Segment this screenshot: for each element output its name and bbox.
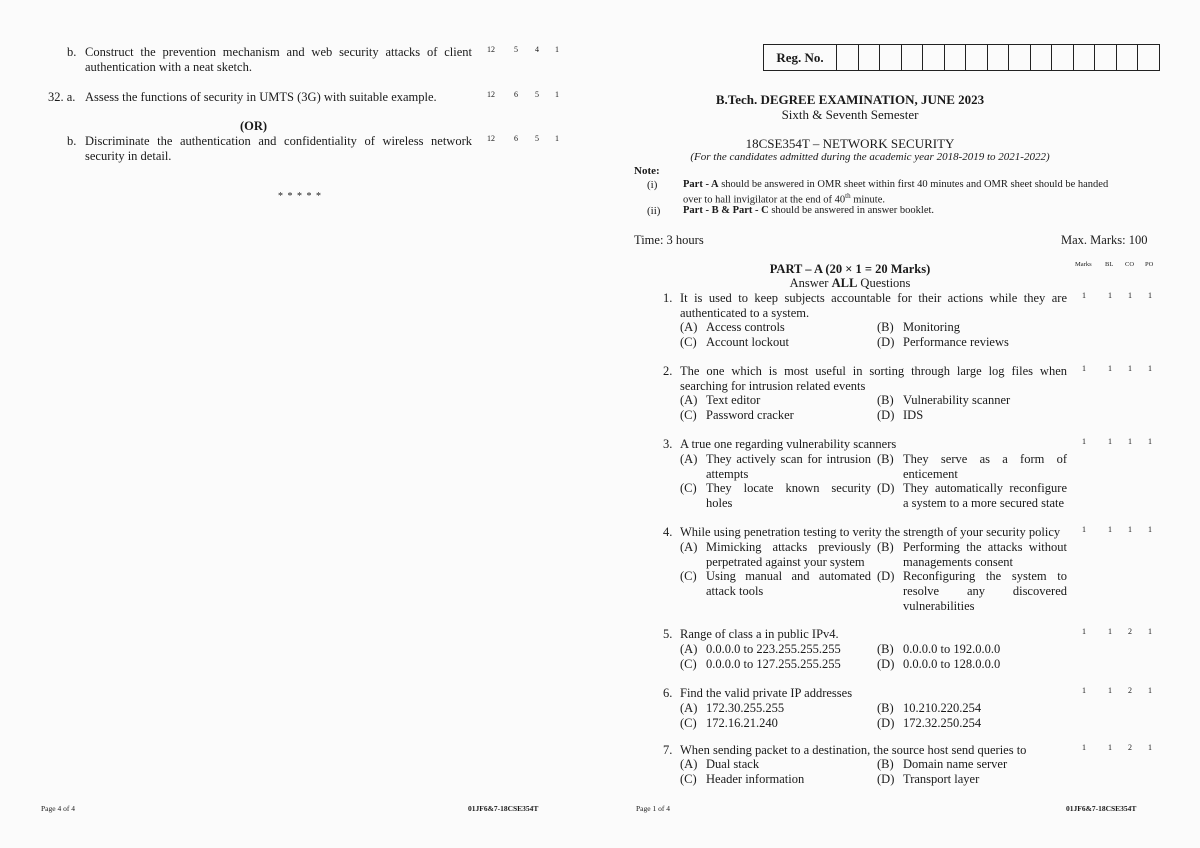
option-letter: (D) bbox=[877, 716, 895, 730]
option-letter: (B) bbox=[877, 757, 894, 771]
option-letter: (D) bbox=[877, 481, 895, 495]
option-text-cont: a system to a more secured state bbox=[903, 496, 1065, 510]
q32b-label: b. bbox=[67, 134, 77, 148]
option-letter: (B) bbox=[877, 452, 894, 466]
q-text-line: authenticated to a system. bbox=[680, 306, 810, 320]
option-text: They serve as a form of bbox=[903, 452, 1067, 466]
po-value: 1 bbox=[555, 45, 559, 54]
reg-cell bbox=[1052, 45, 1074, 70]
option-letter: (A) bbox=[680, 642, 698, 656]
mark-value: 1 bbox=[1082, 437, 1086, 446]
note2-bold: Part - B & Part - C bbox=[683, 205, 769, 216]
option-text: 0.0.0.0 to 128.0.0.0 bbox=[903, 657, 1001, 671]
co-value: 2 bbox=[1128, 743, 1132, 752]
q32b-line1: Discriminate the authentication and confidentiality of wireless network bbox=[85, 134, 472, 148]
part-title: PART – A (20 × 1 = 20 Marks) bbox=[769, 262, 931, 276]
mark-value: 1 bbox=[1082, 525, 1086, 534]
option-text: They actively scan for intrusion bbox=[706, 452, 871, 466]
bl-value: 1 bbox=[1108, 743, 1112, 752]
q-text-line: It is used to keep subjects accountable for their actions while they are bbox=[680, 291, 1067, 305]
admitted-note: (For the candidates admitted during the academic year 2018-2019 to 2021-2022) bbox=[690, 151, 1050, 163]
option-text: 172.32.250.254 bbox=[903, 716, 982, 730]
reg-cell bbox=[988, 45, 1010, 70]
time-label: Time: 3 hours bbox=[634, 233, 704, 247]
q-number: 6. bbox=[663, 686, 673, 700]
q31b-label: b. bbox=[67, 45, 77, 59]
mark-value: 1 bbox=[1082, 686, 1086, 695]
option-letter: (C) bbox=[680, 772, 697, 786]
option-letter: (A) bbox=[680, 757, 698, 771]
or-divider: (OR) bbox=[240, 119, 268, 133]
option-text: Reconfiguring the system to bbox=[903, 569, 1067, 583]
co-value: 1 bbox=[1128, 291, 1132, 300]
answer-all bbox=[700, 276, 1000, 291]
note1-line2-text: over to hall invigilator at the end of 40 bbox=[683, 194, 846, 206]
q32a-line1: Assess the functions of security in UMTS (3G) with suitable example. bbox=[85, 90, 437, 104]
note1-num: (i) bbox=[647, 179, 658, 191]
option-text-cont: holes bbox=[706, 496, 733, 510]
q32a-label: 32. a. bbox=[48, 90, 76, 104]
option-letter: (B) bbox=[877, 642, 894, 656]
note-label: Note: bbox=[634, 165, 660, 177]
option-text: IDS bbox=[903, 408, 924, 422]
reg-cell bbox=[1138, 45, 1159, 70]
q-number: 2. bbox=[663, 364, 673, 378]
answer-all-post: Questions bbox=[860, 276, 911, 290]
footer-page-left: Page 4 of 4 bbox=[41, 804, 75, 813]
q-text-line: searching for intrusion related events bbox=[680, 379, 866, 393]
course-title: 18CSE354T – NETWORK SECURITY bbox=[745, 136, 955, 151]
reg-no-box bbox=[763, 44, 1160, 71]
col-header-marks: Marks bbox=[1075, 261, 1092, 268]
bl-value: 6 bbox=[514, 134, 518, 143]
option-letter: (D) bbox=[877, 657, 895, 671]
po-value: 1 bbox=[555, 90, 559, 99]
col-header-po: PO bbox=[1145, 261, 1154, 268]
reg-cell bbox=[1031, 45, 1053, 70]
option-text: Account lockout bbox=[706, 335, 789, 349]
note2 bbox=[683, 205, 934, 216]
option-text: 10.210.220.254 bbox=[903, 701, 982, 715]
bl-value: 1 bbox=[1108, 686, 1112, 695]
note2-num: (ii) bbox=[647, 205, 661, 217]
q-text-line: The one which is most useful in sorting through large log files when bbox=[680, 364, 1067, 378]
note1-bold: Part - A bbox=[683, 179, 719, 190]
note1-sup: th bbox=[845, 192, 851, 200]
co-value: 1 bbox=[1128, 525, 1132, 534]
reg-cell bbox=[837, 45, 859, 70]
answer-all-bold: ALL bbox=[831, 276, 858, 290]
mark-value: 1 bbox=[1082, 291, 1086, 300]
co-value: 4 bbox=[535, 45, 539, 54]
option-text: Header information bbox=[706, 772, 805, 786]
reg-cell bbox=[880, 45, 902, 70]
option-letter: (C) bbox=[680, 335, 697, 349]
option-letter: (A) bbox=[680, 701, 698, 715]
bl-value: 1 bbox=[1108, 364, 1112, 373]
option-letter: (D) bbox=[877, 569, 895, 583]
option-text: They automatically reconfigure bbox=[903, 481, 1067, 495]
option-text-cont: enticement bbox=[903, 467, 958, 481]
option-letter: (C) bbox=[680, 408, 697, 422]
mark-value: 1 bbox=[1082, 364, 1086, 373]
option-text: Mimicking attacks previously bbox=[706, 540, 871, 554]
po-value: 1 bbox=[1148, 743, 1152, 752]
option-text: 0.0.0.0 to 192.0.0.0 bbox=[903, 642, 1001, 656]
option-text-cont: attempts bbox=[706, 467, 749, 481]
q-text-line: Find the valid private IP addresses bbox=[680, 686, 853, 700]
co-value: 5 bbox=[535, 90, 539, 99]
option-text: Text editor bbox=[706, 393, 761, 407]
co-value: 1 bbox=[1128, 437, 1132, 446]
mark-value: 1 bbox=[1082, 627, 1086, 636]
option-letter: (B) bbox=[877, 540, 894, 554]
reg-cell bbox=[1009, 45, 1031, 70]
option-text: 172.16.21.240 bbox=[706, 716, 778, 730]
option-letter: (B) bbox=[877, 320, 894, 334]
co-value: 1 bbox=[1128, 364, 1132, 373]
po-value: 1 bbox=[1148, 627, 1152, 636]
q-number: 5. bbox=[663, 627, 673, 641]
po-value: 1 bbox=[555, 134, 559, 143]
option-text: They locate known security bbox=[706, 481, 871, 495]
reg-cell bbox=[945, 45, 967, 70]
note1 bbox=[683, 179, 1108, 190]
exam-title: B.Tech. DEGREE EXAMINATION, JUNE 2023 bbox=[715, 92, 985, 107]
option-text-cont: managements consent bbox=[903, 555, 1014, 569]
note1-text: should be answered in OMR sheet within first 40 minutes and OMR sheet should be handed bbox=[721, 179, 1109, 190]
option-letter: (C) bbox=[680, 657, 697, 671]
semester: Sixth & Seventh Semester bbox=[781, 107, 919, 122]
reg-cell bbox=[966, 45, 988, 70]
option-text-cont: attack tools bbox=[706, 584, 764, 598]
answer-all-pre: Answer bbox=[789, 276, 829, 290]
mark-value: 12 bbox=[487, 45, 495, 54]
mark-value: 12 bbox=[487, 90, 495, 99]
reg-cell bbox=[1074, 45, 1096, 70]
po-value: 1 bbox=[1148, 364, 1152, 373]
option-text: Performance reviews bbox=[903, 335, 1009, 349]
co-value: 2 bbox=[1128, 627, 1132, 636]
end-stars: * * * * * bbox=[278, 191, 322, 202]
option-letter: (B) bbox=[877, 393, 894, 407]
option-letter: (D) bbox=[877, 335, 895, 349]
footer-code-right: 01JF6&7-18CSE354T bbox=[1066, 804, 1137, 813]
option-letter: (A) bbox=[680, 393, 698, 407]
q32b-line2: security in detail. bbox=[85, 149, 172, 163]
option-text: Using manual and automated bbox=[706, 569, 871, 583]
mark-value: 12 bbox=[487, 134, 495, 143]
q31b-line2: authentication with a neat sketch. bbox=[85, 60, 252, 74]
bl-value: 1 bbox=[1108, 627, 1112, 636]
po-value: 1 bbox=[1148, 437, 1152, 446]
bl-value: 1 bbox=[1108, 525, 1112, 534]
q-number: 7. bbox=[663, 743, 673, 757]
po-value: 1 bbox=[1148, 525, 1152, 534]
option-text: Vulnerability scanner bbox=[903, 393, 1011, 407]
reg-no-label: Reg. No. bbox=[764, 45, 837, 70]
option-text: Monitoring bbox=[903, 320, 960, 334]
col-header-bl: BL bbox=[1105, 261, 1114, 268]
po-value: 1 bbox=[1148, 686, 1152, 695]
reg-cell bbox=[1117, 45, 1139, 70]
co-value: 2 bbox=[1128, 686, 1132, 695]
q-text-line: A true one regarding vulnerability scanners bbox=[680, 437, 897, 451]
option-letter: (A) bbox=[680, 452, 698, 466]
max-marks: Max. Marks: 100 bbox=[1061, 233, 1148, 247]
option-text: Password cracker bbox=[706, 408, 794, 422]
reg-cell bbox=[859, 45, 881, 70]
option-text: Access controls bbox=[706, 320, 785, 334]
q-number: 1. bbox=[663, 291, 673, 305]
option-text: Transport layer bbox=[903, 772, 980, 786]
reg-cell bbox=[923, 45, 945, 70]
bl-value: 6 bbox=[514, 90, 518, 99]
option-letter: (C) bbox=[680, 716, 697, 730]
note1-end: minute. bbox=[853, 194, 885, 206]
q-text-line: When sending packet to a destination, the source host send queries to bbox=[680, 743, 1027, 757]
option-text-cont: perpetrated against your system bbox=[706, 555, 865, 569]
footer-code-left: 01JF6&7-18CSE354T bbox=[468, 804, 539, 813]
option-letter: (D) bbox=[877, 772, 895, 786]
q-number: 3. bbox=[663, 437, 673, 451]
q31b-line1: Construct the prevention mechanism and web security attacks of client bbox=[85, 45, 472, 59]
q-number: 4. bbox=[663, 525, 673, 539]
option-letter: (A) bbox=[680, 320, 698, 334]
option-letter: (C) bbox=[680, 569, 697, 583]
co-value: 5 bbox=[535, 134, 539, 143]
option-letter: (A) bbox=[680, 540, 698, 554]
bl-value: 1 bbox=[1108, 291, 1112, 300]
option-text: 172.30.255.255 bbox=[706, 701, 785, 715]
footer-page-right: Page 1 of 4 bbox=[636, 804, 670, 813]
option-text: Performing the attacks without bbox=[903, 540, 1067, 554]
option-text: 0.0.0.0 to 127.255.255.255 bbox=[706, 657, 841, 671]
po-value: 1 bbox=[1148, 291, 1152, 300]
option-text: 0.0.0.0 to 223.255.255.255 bbox=[706, 642, 841, 656]
note1-line2 bbox=[683, 192, 885, 206]
option-text-cont: resolve any discovered bbox=[903, 584, 1067, 598]
bl-value: 5 bbox=[514, 45, 518, 54]
option-letter: (B) bbox=[877, 701, 894, 715]
col-header-co: CO bbox=[1125, 261, 1135, 268]
mark-value: 1 bbox=[1082, 743, 1086, 752]
bl-value: 1 bbox=[1108, 437, 1112, 446]
q-text-line: While using penetration testing to verity the strength of your security policy bbox=[680, 525, 1061, 539]
reg-cell bbox=[1095, 45, 1117, 70]
option-text-cont: vulnerabilities bbox=[903, 599, 975, 613]
q-text-line: Range of class a in public IPv4. bbox=[680, 627, 839, 641]
reg-cell bbox=[902, 45, 924, 70]
option-text: Dual stack bbox=[706, 757, 760, 771]
note2-text: should be answered in answer booklet. bbox=[771, 205, 935, 216]
option-letter: (D) bbox=[877, 408, 895, 422]
option-text: Domain name server bbox=[903, 757, 1008, 771]
option-letter: (C) bbox=[680, 481, 697, 495]
